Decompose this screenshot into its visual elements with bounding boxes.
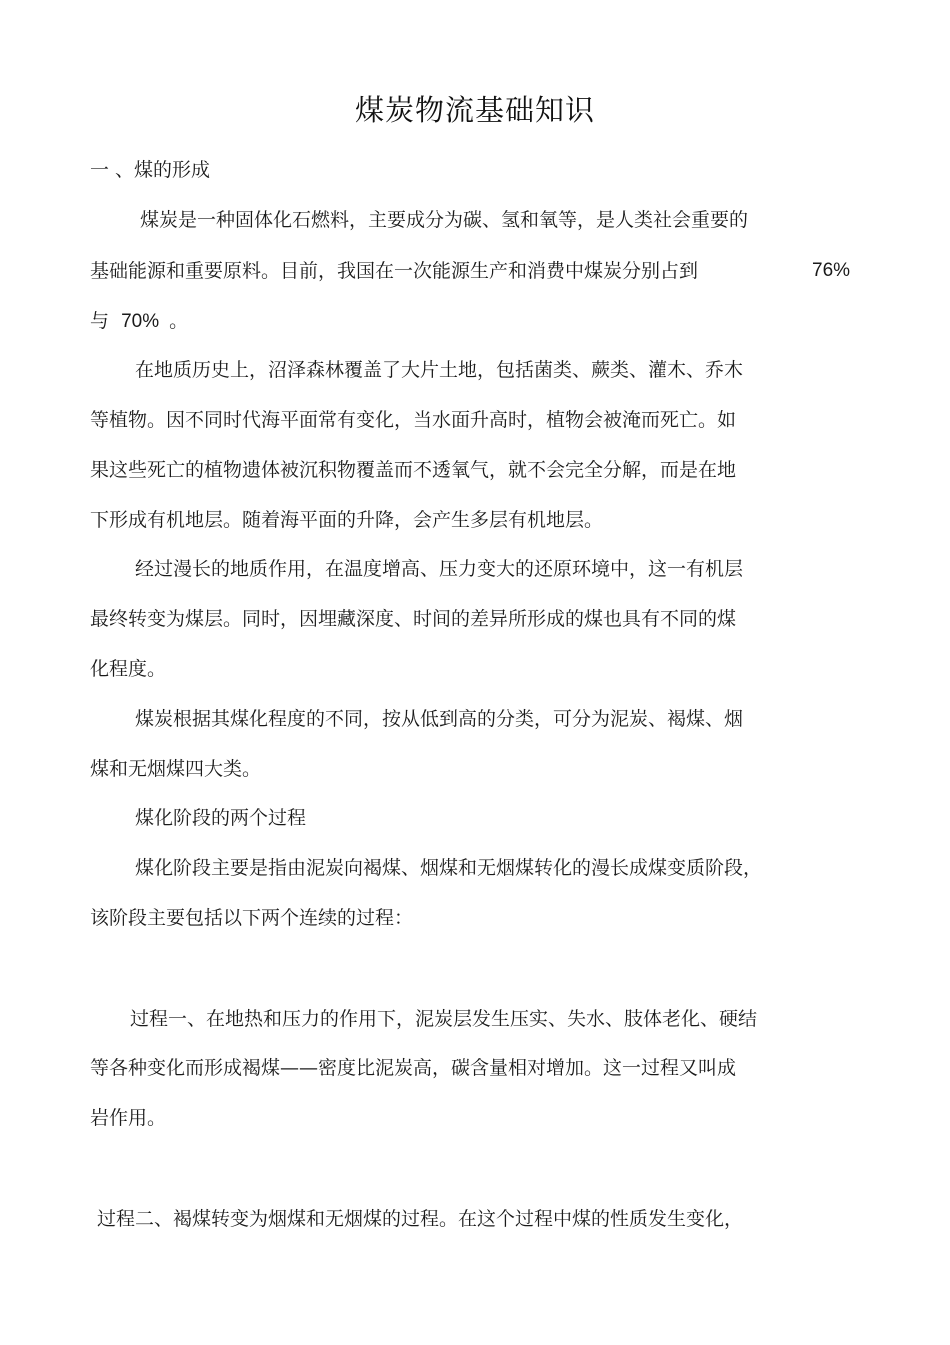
- paragraph-line: 过程一、在地热和压力的作用下，泥炭层发生压实、失水、肢体老化、硬结: [130, 1008, 758, 1030]
- paragraph-line: 最终转变为煤层。同时，因埋藏深度、时间的差异所形成的煤也具有不同的煤: [90, 608, 737, 630]
- paragraph-line: 该阶段主要包括以下两个连续的过程：: [90, 907, 414, 929]
- paragraph-line: 等各种变化而形成褐煤——密度比泥炭高，碳含量相对增加。这一过程又叫成: [90, 1057, 737, 1079]
- paragraph-line: 基础能源和重要原料。目前，我国在一次能源生产和消费中煤炭分别占到: [90, 260, 699, 282]
- paragraph-line: 下形成有机地层。随着海平面的升降，会产生多层有机地层。: [90, 509, 604, 531]
- paragraph-line: 经过漫长的地质作用，在温度增高、压力变大的还原环境中，这一有机层: [135, 558, 744, 580]
- paragraph-line: [90, 308, 188, 335]
- paragraph-line: 果这些死亡的植物遗体被沉积物覆盖而不透氧气，就不会完全分解，而是在地: [90, 459, 737, 481]
- paragraph-line: 等植物。因不同时代海平面常有变化，当水面升高时，植物会被淹而死亡。如: [90, 409, 737, 431]
- paragraph-line: 煤和无烟煤四大类。: [90, 758, 262, 780]
- text-fragment: 。: [169, 310, 189, 332]
- document-title: 煤炭物流基础知识: [354, 93, 595, 127]
- paragraph-line: 煤化阶段主要是指由泥炭向褐煤、烟煤和无烟煤转化的漫长成煤变质阶段，: [135, 857, 763, 879]
- percentage-value: 70%: [121, 311, 160, 332]
- paragraph-line: 煤炭根据其煤化程度的不同，按从低到高的分类，可分为泥炭、褐煤、烟: [135, 708, 744, 730]
- paragraph-line: 化程度。: [90, 658, 167, 680]
- paragraph-line: 煤炭是一种固体化石燃料，主要成分为碳、氢和氧等，是人类社会重要的: [140, 209, 749, 231]
- section-heading: 一 、煤的形成: [90, 159, 211, 181]
- percentage-value: 76%: [812, 260, 851, 281]
- text-fragment: 与: [90, 310, 110, 332]
- paragraph-line: 岩作用。: [90, 1107, 167, 1129]
- subheading: 煤化阶段的两个过程: [135, 807, 307, 829]
- paragraph-line: 过程二、褐煤转变为烟煤和无烟煤的过程。在这个过程中煤的性质发生变化，: [97, 1208, 744, 1230]
- paragraph-line: 在地质历史上，沼泽森林覆盖了大片土地，包括菌类、蕨类、灌木、乔木: [135, 359, 744, 381]
